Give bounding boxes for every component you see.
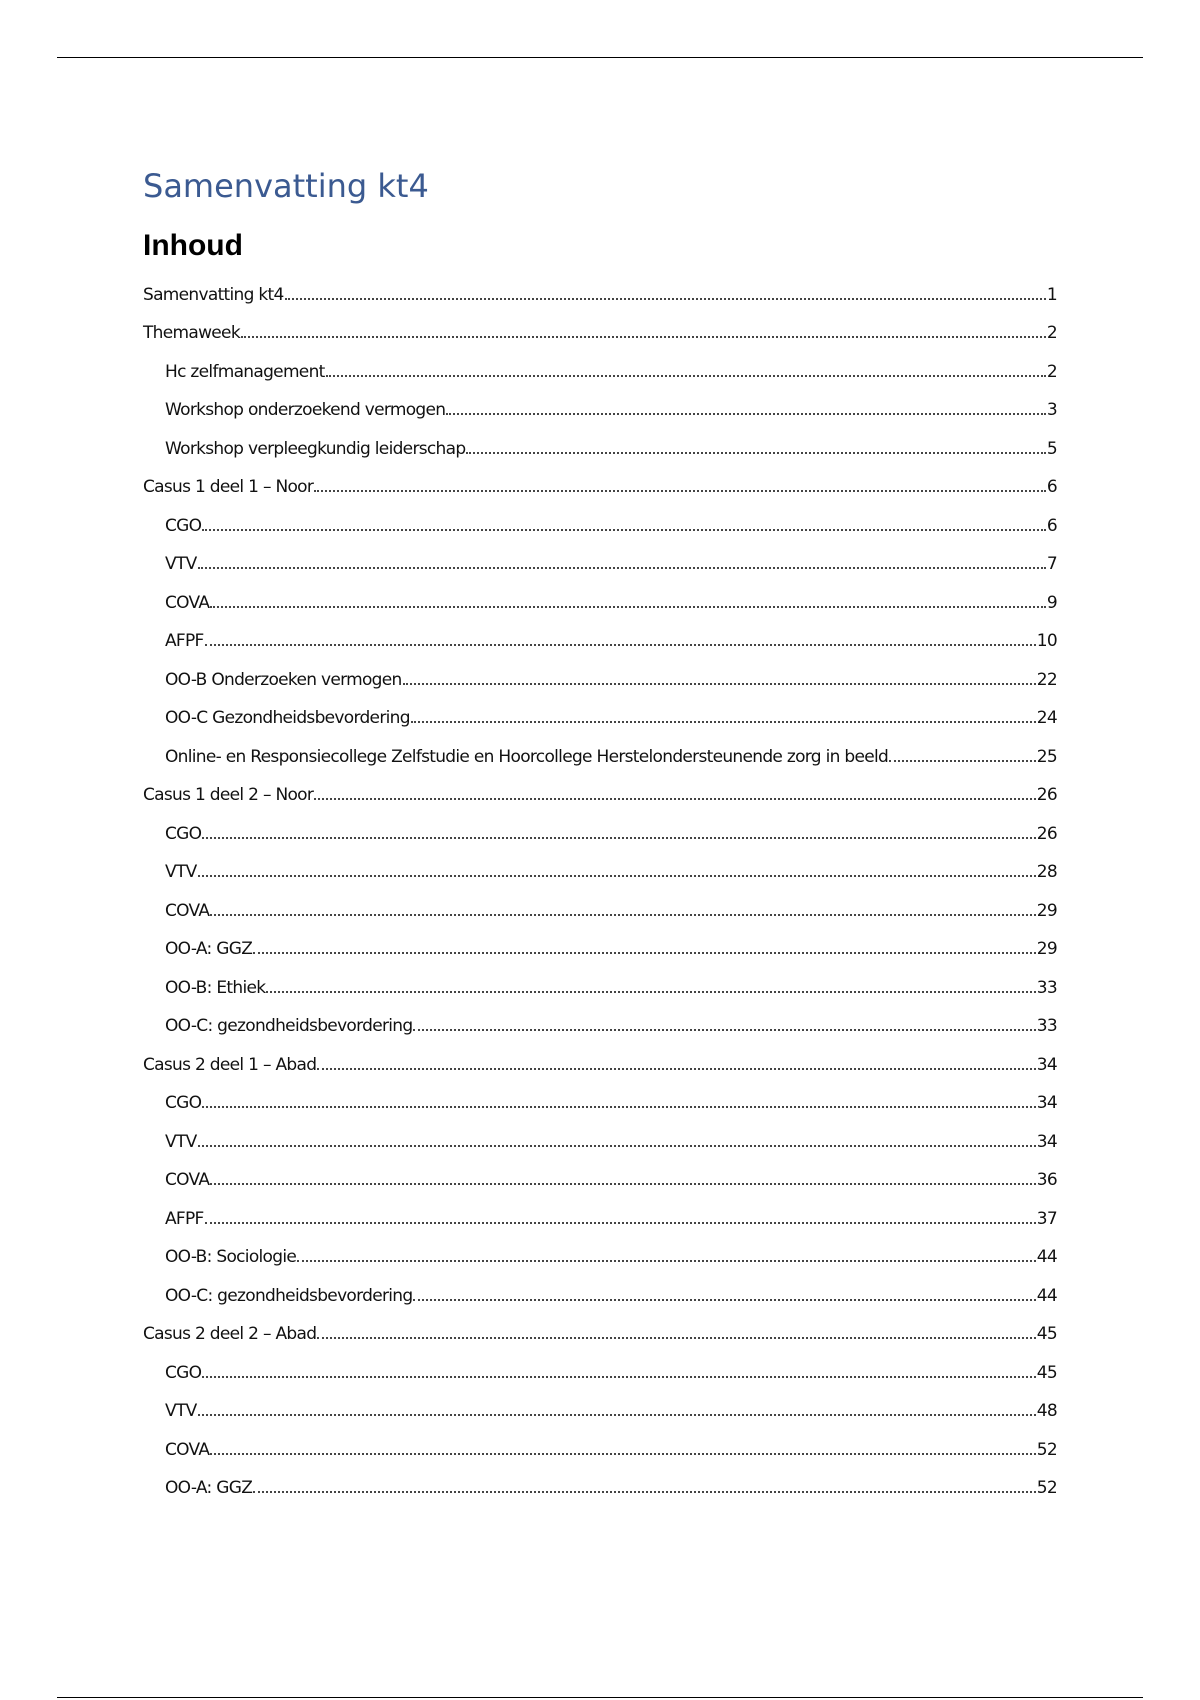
toc-entry-page: 5 bbox=[1046, 438, 1057, 459]
toc-dot-leader bbox=[210, 1453, 1035, 1455]
toc-entry-page: 37 bbox=[1036, 1208, 1057, 1229]
toc-dot-leader bbox=[241, 336, 1046, 338]
toc-entry-label: COVA bbox=[165, 592, 210, 613]
toc-entry-page: 26 bbox=[1036, 823, 1057, 844]
toc-entry-page: 52 bbox=[1036, 1439, 1057, 1460]
table-of-contents bbox=[143, 270, 1057, 1502]
toc-entry-page: 24 bbox=[1036, 708, 1057, 728]
toc-entry[interactable] bbox=[143, 655, 1057, 694]
toc-entry[interactable] bbox=[143, 270, 1057, 309]
toc-dot-leader bbox=[413, 1029, 1035, 1031]
toc-dot-leader bbox=[317, 1068, 1035, 1070]
footer-rule bbox=[57, 1697, 1143, 1698]
toc-entry[interactable] bbox=[143, 540, 1057, 579]
toc-entry[interactable] bbox=[143, 1117, 1057, 1156]
toc-entry[interactable] bbox=[143, 1271, 1057, 1310]
toc-entry-label: Casus 2 deel 2 – Abad bbox=[143, 1324, 317, 1344]
toc-entry-label: Casus 1 deel 1 – Noor bbox=[143, 477, 314, 497]
toc-dot-leader bbox=[297, 1260, 1036, 1262]
toc-entry-page: 2 bbox=[1046, 323, 1057, 343]
toc-dot-leader bbox=[285, 298, 1046, 300]
toc-dot-leader bbox=[198, 1145, 1036, 1147]
toc-entry-page: 34 bbox=[1036, 1093, 1057, 1113]
page-content bbox=[143, 160, 1057, 1502]
toc-entry-page: 45 bbox=[1036, 1362, 1057, 1383]
toc-entry[interactable] bbox=[143, 1079, 1057, 1118]
toc-entry-page: 29 bbox=[1036, 939, 1057, 959]
toc-dot-leader bbox=[411, 721, 1036, 723]
toc-entry-label: OO-B: Ethiek bbox=[165, 977, 266, 998]
toc-dot-leader bbox=[253, 1491, 1036, 1493]
toc-entry-page: 33 bbox=[1036, 977, 1057, 998]
toc-entry-label: AFPF bbox=[165, 631, 204, 651]
toc-entry-label: OO-C: gezondheidsbevordering bbox=[165, 1285, 413, 1306]
toc-entry[interactable] bbox=[143, 1310, 1057, 1349]
toc-entry-page: 6 bbox=[1046, 515, 1057, 536]
toc-entry-label: Online- en Responsiecollege Zelfstudie en Hoorcollege Herstelondersteunende zorg in beeld bbox=[165, 746, 889, 767]
toc-dot-leader bbox=[889, 760, 1036, 762]
toc-dot-leader bbox=[326, 375, 1046, 377]
toc-entry[interactable] bbox=[143, 1194, 1057, 1233]
toc-entry-page: 45 bbox=[1036, 1324, 1057, 1344]
toc-dot-leader bbox=[202, 1106, 1035, 1108]
toc-entry-page: 2 bbox=[1046, 361, 1057, 382]
toc-entry[interactable] bbox=[143, 732, 1057, 771]
toc-dot-leader bbox=[253, 952, 1036, 954]
toc-entry-label: OO-A: GGZ bbox=[165, 939, 253, 959]
toc-dot-leader bbox=[210, 914, 1035, 916]
toc-entry-label: Casus 1 deel 2 – Noor bbox=[143, 785, 314, 805]
toc-entry[interactable] bbox=[143, 424, 1057, 463]
toc-entry-page: 33 bbox=[1036, 1016, 1057, 1036]
toc-entry[interactable] bbox=[143, 617, 1057, 656]
toc-entry-label: Casus 2 deel 1 – Abad bbox=[143, 1054, 317, 1075]
toc-entry-label: CGO bbox=[165, 515, 202, 536]
toc-dot-leader bbox=[403, 683, 1036, 685]
toc-dot-leader bbox=[198, 875, 1036, 877]
toc-entry-label: CGO bbox=[165, 1362, 202, 1383]
toc-entry-label: Workshop onderzoekend vermogen bbox=[165, 400, 446, 420]
toc-dot-leader bbox=[205, 1222, 1036, 1224]
toc-entry-page: 36 bbox=[1036, 1170, 1057, 1190]
toc-entry-page: 7 bbox=[1046, 554, 1057, 574]
toc-entry-page: 34 bbox=[1036, 1131, 1057, 1152]
toc-entry[interactable] bbox=[143, 886, 1057, 925]
toc-entry[interactable] bbox=[143, 309, 1057, 348]
document-title: Samenvatting kt4 bbox=[143, 167, 429, 205]
toc-entry-label: COVA bbox=[165, 1439, 210, 1460]
toc-dot-leader bbox=[202, 1376, 1035, 1378]
toc-dot-leader bbox=[413, 1299, 1035, 1301]
toc-entry-page: 3 bbox=[1046, 400, 1057, 420]
toc-entry[interactable] bbox=[143, 386, 1057, 425]
toc-dot-leader bbox=[198, 567, 1046, 569]
toc-entry[interactable] bbox=[143, 1425, 1057, 1464]
toc-entry-label: Themaweek bbox=[143, 323, 240, 343]
toc-entry-label: VTV bbox=[165, 554, 197, 574]
toc-entry[interactable] bbox=[143, 463, 1057, 502]
toc-entry-label: COVA bbox=[165, 1170, 210, 1190]
toc-dot-leader bbox=[466, 452, 1045, 454]
toc-dot-leader bbox=[314, 490, 1046, 492]
toc-entry[interactable] bbox=[143, 501, 1057, 540]
toc-entry[interactable] bbox=[143, 1348, 1057, 1387]
toc-dot-leader bbox=[446, 413, 1046, 415]
toc-dot-leader bbox=[210, 1183, 1035, 1185]
toc-entry-page: 26 bbox=[1036, 785, 1057, 805]
toc-dot-leader bbox=[202, 529, 1046, 531]
toc-entry[interactable] bbox=[143, 1233, 1057, 1272]
toc-entry-label: AFPF bbox=[165, 1208, 204, 1229]
toc-entry[interactable] bbox=[143, 347, 1057, 386]
toc-entry-label: OO-C: gezondheidsbevordering bbox=[165, 1016, 413, 1036]
toc-entry[interactable] bbox=[143, 694, 1057, 733]
toc-entry-label: VTV bbox=[165, 862, 197, 882]
toc-entry-page: 9 bbox=[1046, 592, 1057, 613]
toc-dot-leader bbox=[314, 798, 1036, 800]
toc-entry-page: 44 bbox=[1036, 1247, 1057, 1267]
toc-entry-label: OO-B: Sociologie bbox=[165, 1247, 297, 1267]
toc-dot-leader bbox=[198, 1414, 1036, 1416]
toc-entry-label: CGO bbox=[165, 823, 202, 844]
toc-entry[interactable] bbox=[143, 1002, 1057, 1041]
toc-entry[interactable] bbox=[143, 771, 1057, 810]
toc-entry[interactable] bbox=[143, 1464, 1057, 1503]
toc-dot-leader bbox=[210, 606, 1046, 608]
toc-entry-page: 34 bbox=[1036, 1054, 1057, 1075]
toc-entry[interactable] bbox=[143, 578, 1057, 617]
toc-entry-page: 28 bbox=[1036, 862, 1057, 882]
toc-entry-page: 10 bbox=[1036, 631, 1057, 651]
toc-entry[interactable] bbox=[143, 1387, 1057, 1426]
toc-entry-label: VTV bbox=[165, 1131, 197, 1152]
toc-entry-label: OO-A: GGZ bbox=[165, 1478, 253, 1498]
toc-entry-page: 6 bbox=[1046, 477, 1057, 497]
toc-entry-page: 22 bbox=[1036, 669, 1057, 690]
toc-entry-label: Hc zelfmanagement bbox=[165, 361, 325, 382]
toc-entry-page: 25 bbox=[1036, 746, 1057, 767]
toc-entry-label: OO-C Gezondheidsbevordering bbox=[165, 708, 410, 728]
toc-entry-page: 44 bbox=[1036, 1285, 1057, 1306]
toc-dot-leader bbox=[266, 991, 1035, 993]
toc-entry[interactable] bbox=[143, 925, 1057, 964]
toc-entry-label: CGO bbox=[165, 1093, 202, 1113]
toc-entry[interactable] bbox=[143, 963, 1057, 1002]
toc-entry[interactable] bbox=[143, 1040, 1057, 1079]
toc-entry-page: 1 bbox=[1046, 284, 1057, 305]
toc-entry-page: 52 bbox=[1036, 1478, 1057, 1498]
toc-heading: Inhoud bbox=[143, 229, 243, 262]
toc-entry-label: Samenvatting kt4 bbox=[143, 284, 284, 305]
toc-entry[interactable] bbox=[143, 1156, 1057, 1195]
toc-dot-leader bbox=[205, 644, 1036, 646]
toc-entry-page: 29 bbox=[1036, 900, 1057, 921]
toc-entry-label: VTV bbox=[165, 1401, 197, 1421]
toc-dot-leader bbox=[202, 837, 1035, 839]
toc-entry-label: COVA bbox=[165, 900, 210, 921]
toc-entry-label: OO-B Onderzoeken vermogen bbox=[165, 669, 402, 690]
toc-entry-label: Workshop verpleegkundig leiderschap bbox=[165, 438, 466, 459]
header-rule bbox=[57, 57, 1143, 58]
toc-entry[interactable] bbox=[143, 848, 1057, 887]
toc-entry-page: 48 bbox=[1036, 1401, 1057, 1421]
toc-entry[interactable] bbox=[143, 809, 1057, 848]
toc-dot-leader bbox=[317, 1337, 1035, 1339]
